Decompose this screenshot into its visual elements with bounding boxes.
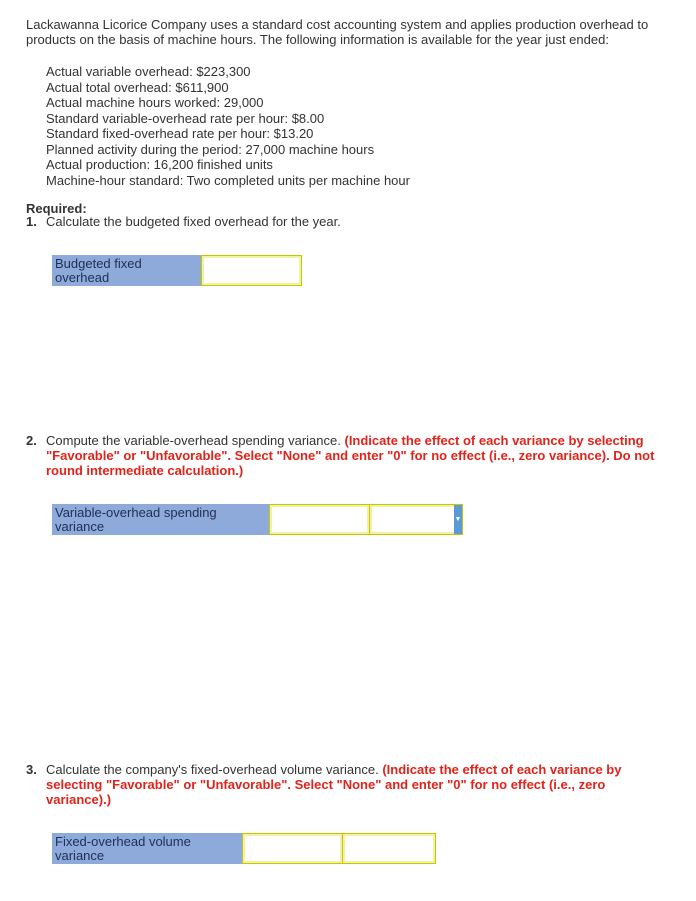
fact-standard-variable-rate: Standard variable-overhead rate per hour: $8.00 (46, 110, 325, 126)
question-3 (26, 762, 656, 807)
fixed-overhead-volume-effect-select[interactable] (342, 833, 436, 864)
variable-overhead-spending-label: Variable-overhead spending variance (52, 504, 269, 535)
required-heading: Required: (26, 201, 87, 216)
chevron-down-icon[interactable]: ▼ (454, 505, 462, 534)
question-number: 2. (26, 433, 37, 448)
question-prompt: Calculate the company's fixed-overhead volume variance. (46, 762, 379, 777)
question-1 (26, 214, 656, 229)
fixed-overhead-volume-label: Fixed-overhead volume variance (52, 833, 242, 864)
fact-actual-production: Actual production: 16,200 finished units (46, 157, 273, 172)
facts-list (46, 64, 410, 188)
fact-standard-fixed-rate: Standard fixed-overhead rate per hour: $13.20 (46, 126, 314, 141)
question-prompt: Compute the variable-overhead spending variance. (46, 433, 341, 448)
fact-planned-activity: Planned activity during the period: 27,000 machine hours (46, 141, 375, 157)
budgeted-fixed-overhead-label: Budgeted fixed overhead (52, 255, 201, 286)
question-instruction: (Indicate the effect of each variance by selecting "Favorable" or "Unfavorable". Select "None" and enter "0" for no effect (i.e., zero variance).) (46, 762, 622, 807)
problem-intro: Lackawanna Licorice Company uses a standard cost accounting system and applies production overhead to products on the basis of machine hours. The following information is available for the year just ended: (26, 17, 649, 47)
budgeted-fixed-overhead-input[interactable] (201, 255, 302, 286)
fact-machine-hour-standard: Machine-hour standard: Two completed units per machine hour (46, 172, 410, 188)
question-text (46, 762, 656, 807)
variable-overhead-spending-effect-select[interactable] (369, 504, 463, 535)
question-number: 3. (26, 762, 37, 777)
question-instruction: (Indicate the effect of each variance by selecting "Favorable" or "Unfavorable". Select "None" and enter "0" for no effect (i.e., zero variance). Do not round intermediate calculation.) (46, 433, 655, 478)
fact-actual-variable-overhead: Actual variable overhead: $223,300 (46, 64, 251, 79)
question-prompt: Calculate the budgeted fixed overhead for the year. (46, 214, 341, 229)
question-2 (26, 433, 656, 478)
question-number: 1. (26, 214, 37, 229)
question-text (46, 214, 656, 229)
fact-actual-total-overhead: Actual total overhead: $611,900 (46, 79, 229, 95)
variable-overhead-spending-amount-input[interactable] (269, 504, 370, 535)
question-text (46, 433, 656, 478)
fact-actual-machine-hours: Actual machine hours worked: 29,000 (46, 95, 264, 110)
fixed-overhead-volume-amount-input[interactable] (242, 833, 343, 864)
